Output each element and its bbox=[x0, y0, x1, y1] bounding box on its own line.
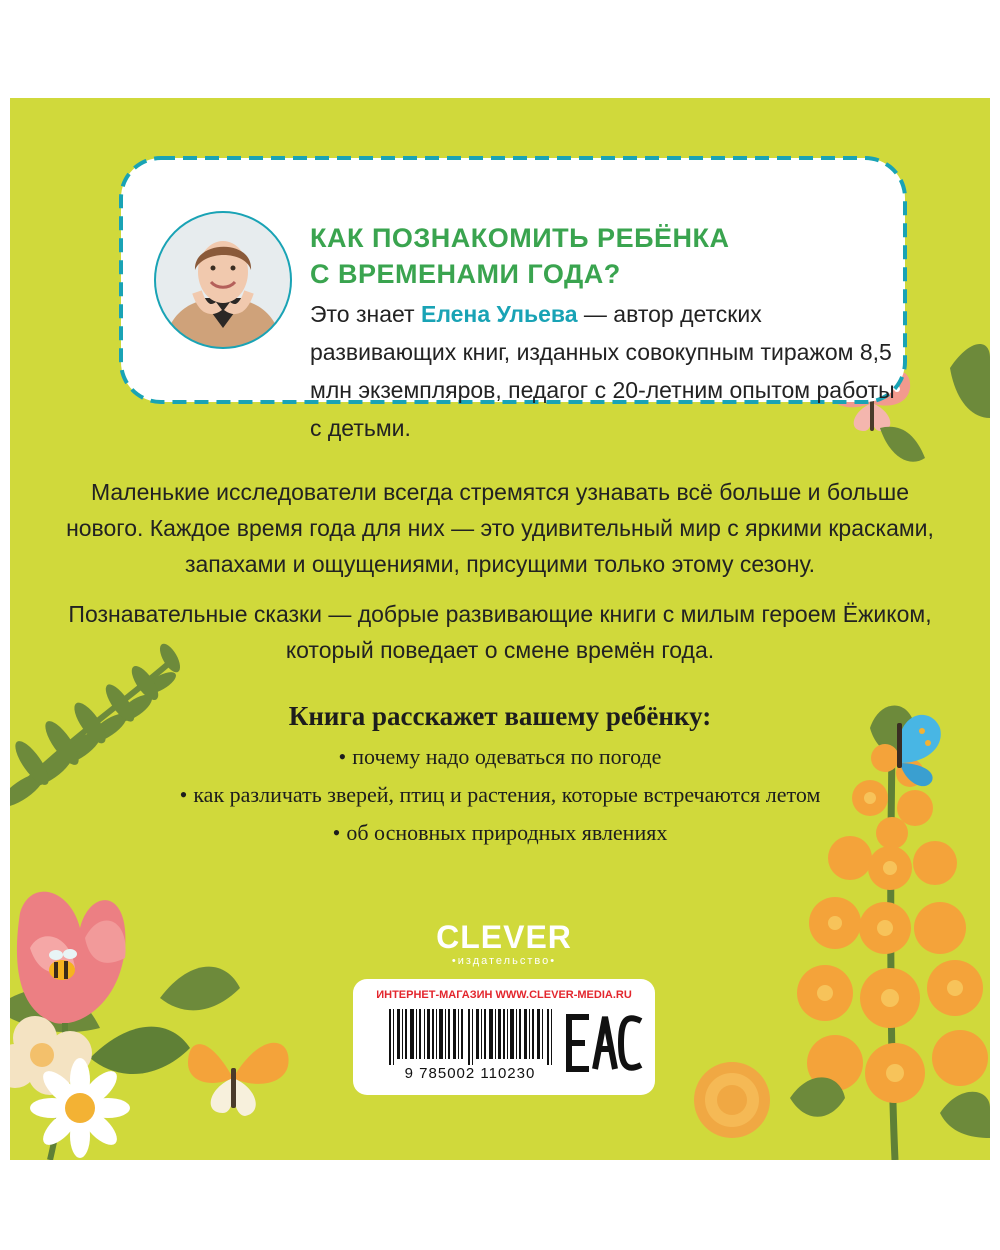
isbn-number: 9 785002 110230 bbox=[404, 1065, 536, 1082]
bullet-icon: • bbox=[179, 782, 188, 807]
intro-text bbox=[55, 474, 945, 682]
learn-item bbox=[160, 818, 840, 848]
learn-item bbox=[160, 742, 840, 772]
publisher-subtitle: •издательство• bbox=[451, 955, 557, 967]
author-photo bbox=[153, 210, 293, 350]
publisher-logo bbox=[430, 920, 578, 968]
intro-paragraph-2: Познавательные сказки — добрые развивающие книги с милым героем Ёжиком, который поведает о смене времён года. bbox=[68, 601, 932, 663]
publisher-name: CLEVER bbox=[436, 919, 572, 955]
barcode-icon bbox=[389, 1009, 555, 1065]
bio-rest: — автор детских развивающих книг, изданных совокупным тиражом 8,5 млн экземпляров, педагог с 20-летним опытом работы с детьми. bbox=[310, 301, 895, 441]
barcode-panel bbox=[353, 979, 655, 1095]
learn-title: Книга расскажет вашему ребёнку: bbox=[288, 701, 712, 731]
author-name: Елена Ульева bbox=[420, 301, 578, 327]
eac-mark-icon bbox=[565, 1013, 645, 1073]
learn-item-text: как различать зверей, птиц и растения, которые встречаются летом bbox=[193, 782, 821, 807]
learn-section bbox=[160, 698, 840, 856]
intro-paragraph-1: Маленькие исследователи всегда стремятся узнавать всё больше и больше нового. Каждое время года для них — это удивительный мир с яркими красками, запахами и ощущениями, присущими только этому сезону. bbox=[66, 479, 934, 577]
learn-item bbox=[160, 780, 840, 810]
learn-list bbox=[160, 742, 840, 848]
bio-intro: Это знает bbox=[310, 301, 421, 327]
learn-item-text: об основных природных явлениях bbox=[346, 820, 668, 845]
orange-butterfly-icon bbox=[188, 1043, 289, 1116]
card-heading-line2: С ВРЕМЕНАМИ ГОДА? bbox=[310, 259, 621, 289]
card-heading-line1: КАК ПОЗНАКОМИТЬ РЕБЁНКА bbox=[310, 223, 730, 253]
author-card bbox=[113, 150, 913, 441]
book-back-cover bbox=[10, 98, 990, 1160]
bullet-icon: • bbox=[332, 820, 341, 845]
card-heading bbox=[310, 220, 870, 292]
author-bio bbox=[310, 295, 900, 447]
dahlia-icon bbox=[694, 1062, 770, 1138]
shop-link: ИНТЕРНЕТ-МАГАЗИН WWW.CLEVER-MEDIA.RU bbox=[376, 989, 632, 1001]
daisy-icon bbox=[30, 1058, 130, 1158]
bullet-icon: • bbox=[338, 744, 347, 769]
learn-item-text: почему надо одеваться по погоде bbox=[352, 744, 662, 769]
